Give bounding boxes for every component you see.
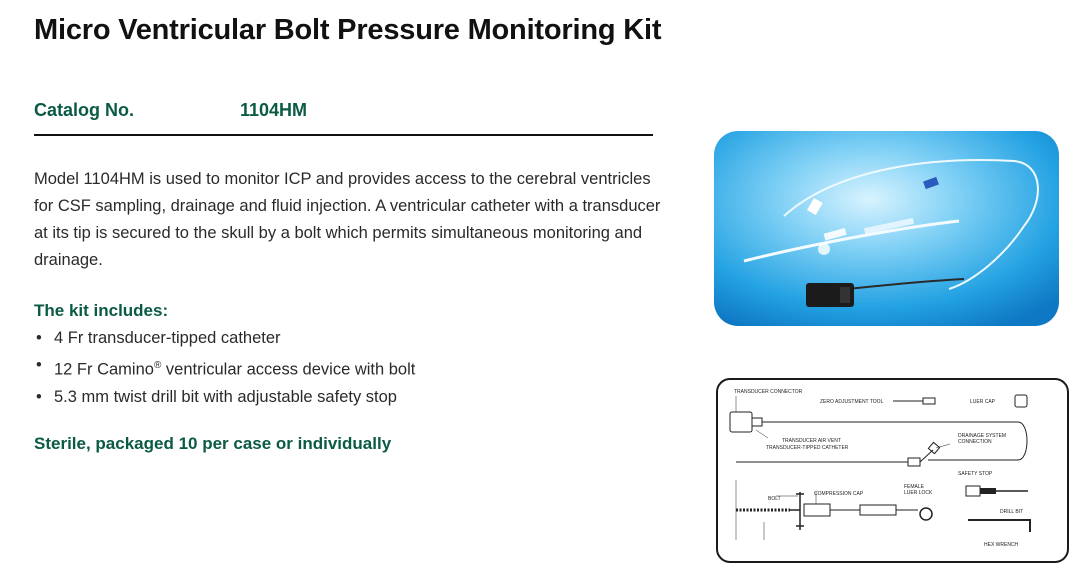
label-transducer-tipped-catheter: TRANSDUCER-TIPPED CATHETER [766, 445, 849, 451]
kit-item-text: 5.3 mm twist drill bit with adjustable safety stop [54, 387, 397, 406]
product-description: Model 1104HM is used to monitor ICP and provides access to the cerebral ventricles for CSF sampling, drainage and fluid injection. A ventricular catheter with a transducer at its tip is secured to the skull by a bolt which permits simultaneous monitoring and drainage. [34, 170, 661, 269]
catalog-number: 1104HM [240, 100, 308, 120]
label-transducer-connector: TRANSDUCER CONNECTOR [734, 389, 803, 395]
kit-item [34, 352, 415, 384]
kit-components-drawing [718, 380, 1067, 561]
label-luer-lock: LUER LOCK [904, 490, 933, 496]
product-photo [714, 131, 1059, 326]
label-drainage-system: DRAINAGE SYSTEM [958, 433, 1007, 439]
label-luer-cap: LUER CAP [970, 399, 996, 405]
kit-item [34, 384, 415, 411]
catalog-row [34, 100, 653, 136]
label-zero-adjustment-tool: ZERO ADJUSTMENT TOOL [820, 399, 884, 405]
page-title: Micro Ventricular Bolt Pressure Monitoring Kit [34, 14, 662, 46]
kit-components-diagram [716, 378, 1069, 563]
kit-items-list [34, 325, 415, 411]
label-bolt: BOLT [768, 496, 781, 502]
label-safety-stop: SAFETY STOP [958, 471, 993, 477]
label-compression-cap: COMPRESSION CAP [814, 491, 864, 497]
product-photo-illustration [714, 131, 1059, 326]
kit-item-text: 12 Fr Camino [54, 360, 154, 379]
kit-includes-heading: The kit includes: [34, 301, 169, 320]
catalog-label: Catalog No. [34, 100, 135, 120]
kit-item-text: 4 Fr transducer-tipped catheter [54, 329, 281, 347]
kit-item [34, 325, 415, 352]
kit-item-text: ventricular access device with bolt [161, 360, 416, 379]
registered-mark: ® [153, 360, 162, 371]
sterile-packaging-note: Sterile, packaged 10 per case or individually [34, 434, 392, 453]
label-hex-wrench: HEX WRENCH [984, 542, 1019, 548]
label-transducer-air-vent: TRANSDUCER AIR VENT [782, 438, 841, 444]
label-connection: CONNECTION [958, 439, 992, 445]
label-drill-bit: DRILL BIT [1000, 509, 1024, 515]
label-female: FEMALE [904, 484, 925, 490]
